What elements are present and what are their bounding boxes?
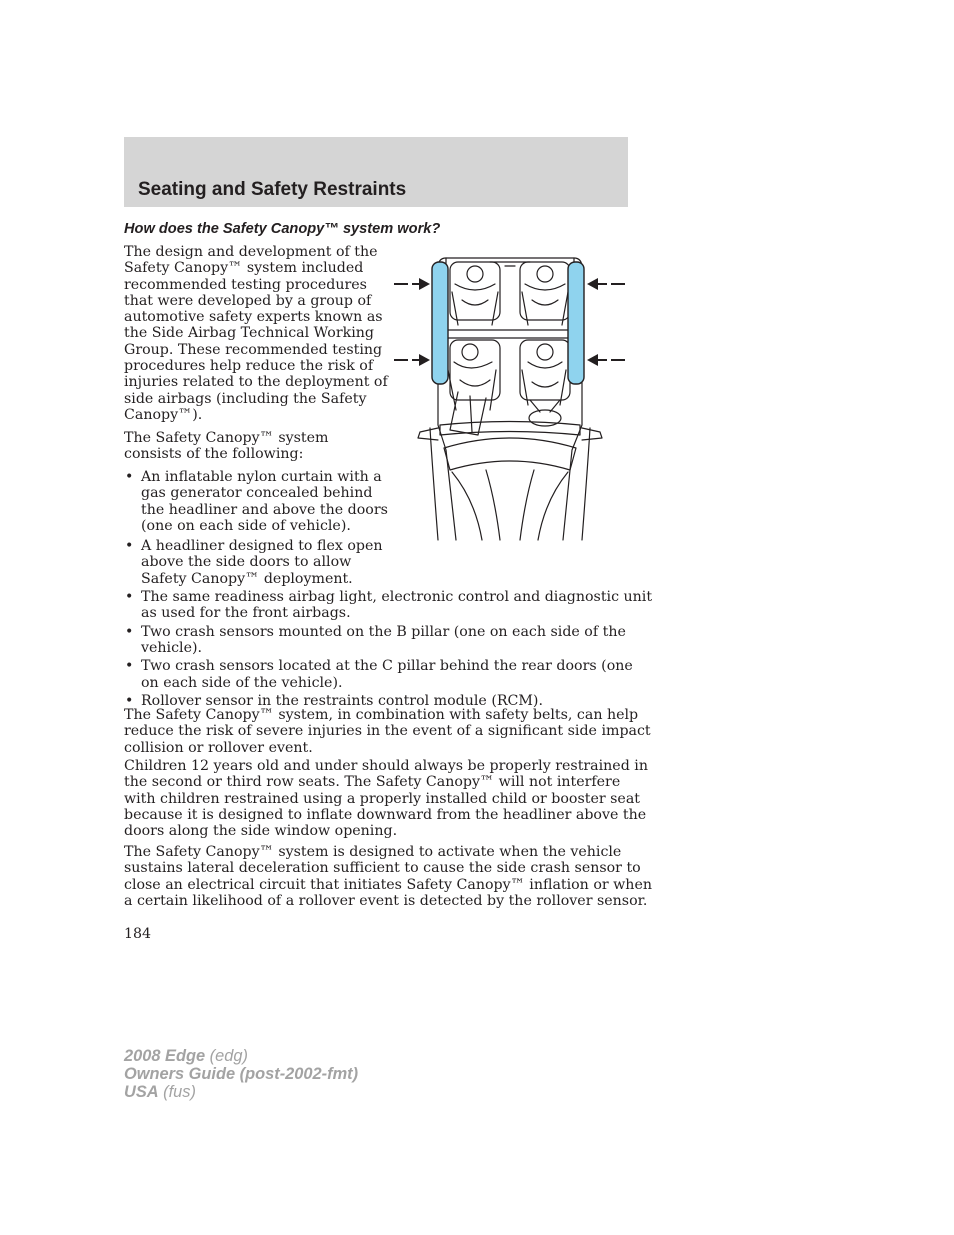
- text-line: • Two crash sensors located at the C pillar behind the rear doors (one: [141, 658, 633, 675]
- text-line: automotive safety experts known as: [124, 309, 383, 326]
- arrow-left-icon: [587, 354, 625, 366]
- text-line: gas generator concealed behind: [141, 485, 373, 502]
- text-line: Group. These recommended testing: [124, 341, 383, 358]
- rear-left-occupant: [450, 262, 500, 325]
- text-line: with children restrained using a properly installed child or booster seat: [124, 790, 640, 807]
- document-footer: [124, 1047, 358, 1102]
- list-item: [124, 538, 652, 587]
- section-header-band: [124, 137, 628, 207]
- text-line: The Safety Canopy™ system, in combination with safety belts, can help: [124, 707, 639, 723]
- text-line: a certain likelihood of a rollover event is detected by the rollover sensor.: [124, 892, 648, 909]
- paragraph-combination: [124, 707, 651, 756]
- text-line: • The same readiness airbag light, electronic control and diagnostic unit: [141, 589, 653, 606]
- text-line: Canopy™).: [124, 406, 203, 423]
- text-line: procedures help reduce the risk of: [124, 358, 374, 375]
- footer-line: USA (fus): [124, 1083, 196, 1102]
- left-mirror: [418, 428, 438, 440]
- text-line: • A headliner designed to flex open: [141, 538, 383, 555]
- subheading: How does the Safety Canopy™ system work?: [124, 221, 441, 237]
- text-line: doors along the side window opening.: [124, 823, 398, 840]
- text-line: the second or third row seats. The Safety Canopy™ will not interfere: [124, 774, 621, 791]
- text-line: collision or rollover event.: [124, 739, 313, 756]
- cargo-lines: [446, 258, 574, 300]
- text-line: consists of the following:: [124, 446, 304, 463]
- text-line: side airbags (including the Safety: [124, 390, 367, 407]
- page-number: 184: [124, 926, 152, 942]
- right-safety-canopy-curtain: [568, 262, 584, 384]
- text-line: recommended testing procedures: [124, 276, 367, 293]
- list-item: [124, 658, 652, 691]
- safety-canopy-diagram: [390, 250, 630, 542]
- text-line: the headliner and above the doors: [141, 501, 388, 518]
- list-item: [124, 589, 652, 622]
- arrow-right-icon: [394, 354, 430, 366]
- text-line: as used for the front airbags.: [141, 605, 351, 622]
- left-safety-canopy-curtain: [432, 262, 448, 384]
- footer-line: 2008 Edge (edg): [124, 1047, 248, 1065]
- text-line: Safety Canopy™ system included: [124, 260, 364, 277]
- section-title: Seating and Safety Restraints: [138, 179, 407, 200]
- text-line: The Safety Canopy™ system is designed to activate when the vehicle: [124, 844, 622, 860]
- text-line: (one on each side of vehicle).: [141, 517, 351, 534]
- text-line: vehicle).: [141, 639, 203, 656]
- rear-right-occupant: [520, 262, 570, 325]
- paragraph-activation: [124, 844, 652, 909]
- dashboard: [440, 422, 580, 436]
- text-line: close an electrical circuit that initiates Safety Canopy™ inflation or when: [124, 876, 652, 893]
- text-line: Safety Canopy™ deployment.: [141, 570, 353, 587]
- arrow-left-icon: [587, 278, 625, 290]
- text-line: • An inflatable nylon curtain with a: [141, 469, 382, 485]
- arrow-right-icon: [394, 278, 430, 290]
- row-divider: [440, 330, 580, 338]
- text-line: The design and development of the: [124, 244, 378, 260]
- text-line: reduce the risk of severe injuries in the event of a significant side impact: [124, 723, 651, 740]
- vehicle-body-outline: [438, 258, 582, 540]
- windshield: [444, 438, 576, 470]
- text-line: • Two crash sensors mounted on the B pillar (one on each side of the: [141, 623, 626, 640]
- text-line: • Rollover sensor in the restraints control module (RCM).: [141, 692, 543, 709]
- hood-lines: [452, 470, 568, 540]
- text-line: injuries related to the deployment of: [124, 374, 388, 391]
- right-mirror: [582, 428, 602, 440]
- text-line: because it is designed to inflate downward from the headliner above the: [124, 806, 647, 823]
- paragraph-consists: [124, 430, 328, 463]
- text-line: that were developed by a group of: [124, 292, 372, 309]
- text-line: The Safety Canopy™ system: [124, 430, 329, 446]
- text-line: Children 12 years old and under should always be properly restrained in: [124, 758, 648, 774]
- list-item: [124, 624, 652, 657]
- footer-line: Owners Guide (post-2002-fmt): [124, 1065, 359, 1084]
- paragraph-children: [124, 758, 648, 839]
- text-line: sustains lateral deceleration sufficient to cause the side crash sensor to: [124, 860, 641, 877]
- front-right-occupant: [520, 340, 570, 426]
- paragraph-design: [124, 244, 388, 423]
- front-left-occupant: [448, 340, 500, 435]
- text-line: on each side of the vehicle).: [141, 674, 343, 691]
- text-line: the Side Airbag Technical Working: [124, 325, 374, 342]
- steering-wheel: [529, 410, 561, 426]
- text-line: above the side doors to allow: [141, 554, 352, 571]
